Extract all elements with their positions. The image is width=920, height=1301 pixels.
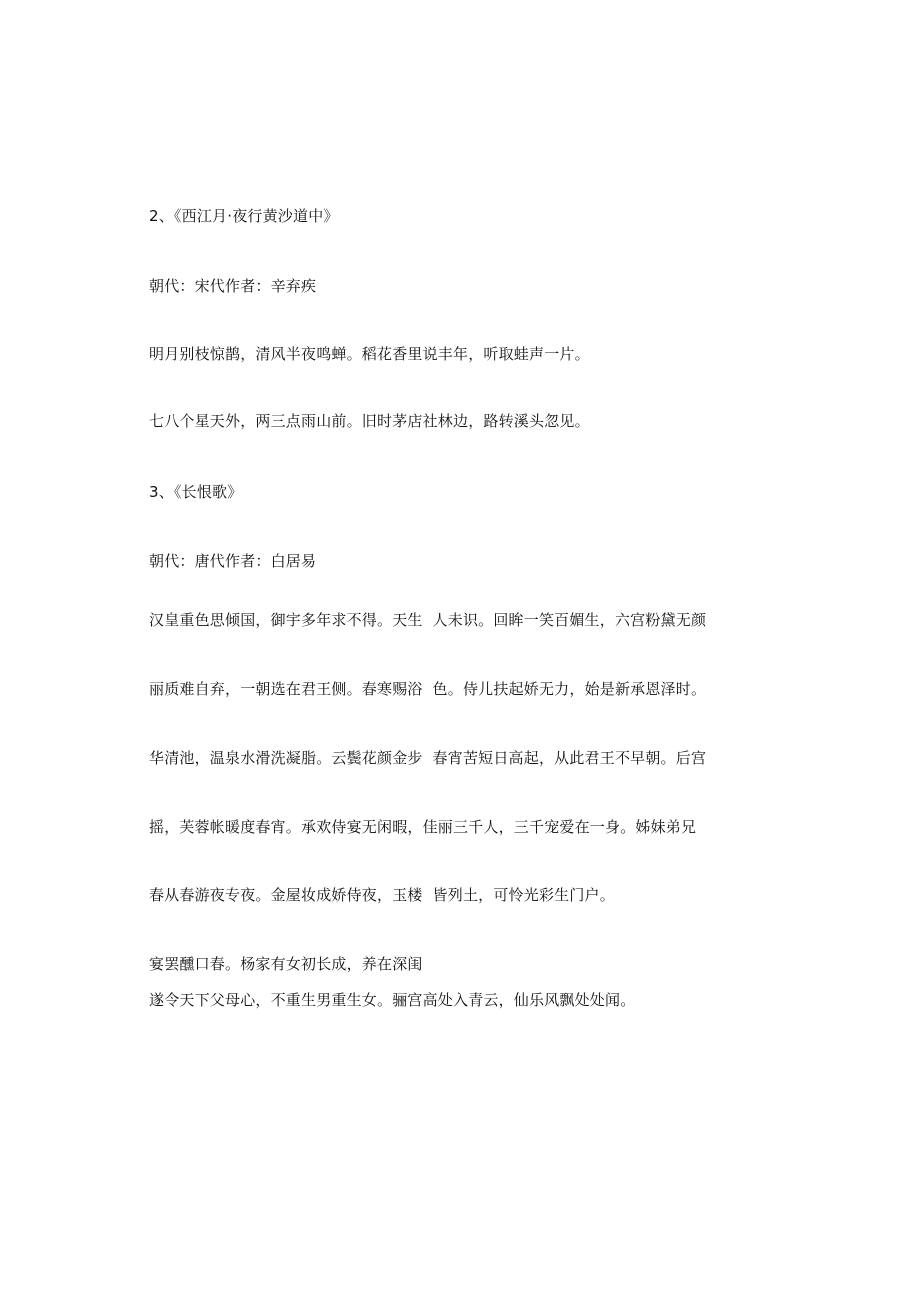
poem-line: 明月别枝惊鹊，清风半夜鸣蝉。稻花香里说丰年，听取蛙声一片。	[149, 345, 590, 363]
dynasty-author: 朝代：宋代作者：辛弃疾	[149, 277, 317, 295]
poem-line: 宴罢醺口春。杨家有女初长成，养在深闺	[149, 955, 423, 973]
poem-line: 春从春游夜专夜。金屋妆成娇侍夜，玉楼 皆列土，可怜光彩生门户。	[149, 886, 615, 904]
dynasty-author: 朝代：唐代作者：白居易	[149, 552, 317, 570]
poem-line: 七八个星天外，两三点雨山前。旧时茅店社林边，路转溪头忽见。	[149, 412, 590, 430]
poem-line: 汉皇重色思倾国，御宇多年求不得。天生 人未识。回眸一笑百媚生，六宫粉黛无颜	[149, 611, 707, 629]
poem-heading: 3、《长恨歌》	[149, 483, 243, 501]
poem-heading: 2、《西江月·夜行黄沙道中》	[149, 207, 339, 225]
poem-line: 华清池，温泉水滑洗凝脂。云鬓花颜金步 春宵苦短日高起，从此君王不早朝。后宫	[149, 749, 707, 767]
poem-line: 丽质难自弃，一朝选在君王侧。春寒赐浴 色。侍儿扶起娇无力，始是新承恩泽时。	[149, 680, 707, 698]
poem-line: 摇，芙蓉帐暖度春宵。承欢侍宴无闲暇，佳丽三千人，三千宠爱在一身。姊妹弟兄	[149, 818, 697, 836]
poem-line: 遂令天下父母心，不重生男重生女。骊宫高处入青云，仙乐风飘处处闻。	[149, 991, 636, 1009]
